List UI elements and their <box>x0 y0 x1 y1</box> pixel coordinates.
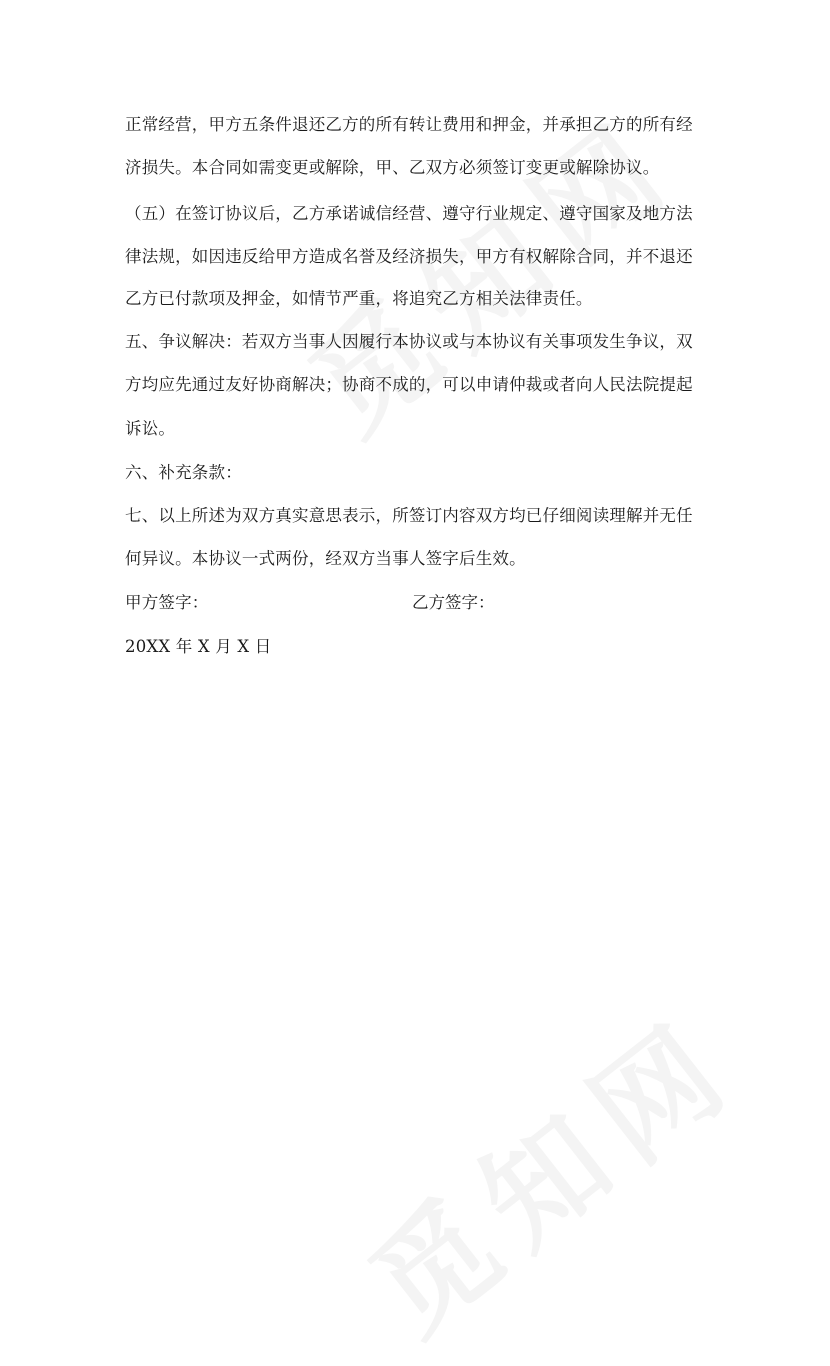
watermark-bottom <box>330 971 767 1365</box>
signing-date: 20XX 年 X 月 X 日 <box>125 637 272 656</box>
paragraph-line: 七、以上所述为双方真实意思表示，所签订内容双方均已仔细阅读理解并无任 <box>125 506 693 525</box>
paragraph-line: 五、争议解决：若双方当事人因履行本协议或与本协议有关事项发生争议，双 <box>125 332 693 351</box>
paragraph-line: 何异议。本协议一式两份，经双方当事人签字后生效。 <box>125 549 526 568</box>
paragraph-line: （五）在签订协议后，乙方承诺诚信经营、遵守行业规定、遵守国家及地方法 <box>125 204 693 223</box>
paragraph-line: 六、补充条款： <box>125 463 242 482</box>
signature-party-b: 乙方签字： <box>412 593 495 612</box>
signature-party-a: 甲方签字： <box>125 593 209 612</box>
paragraph-line: 诉讼。 <box>125 419 176 438</box>
paragraph-line: 济损失。本合同如需变更或解除，甲、乙双方必须签订变更或解除协议。 <box>125 158 660 177</box>
paragraph-line: 律法规，如因违反给甲方造成名誉及经济损失，甲方有权解除合同，并不退还 <box>125 247 693 266</box>
paragraph-line: 方均应先通过友好协商解决；协商不成的，可以申请仲裁或者向人民法院提起 <box>125 375 693 394</box>
paragraph-line: 正常经营，甲方五条件退还乙方的所有转让费用和押金，并承担乙方的所有经 <box>125 115 693 134</box>
paragraph-line: 乙方已付款项及押金，如情节严重，将追究乙方相关法律责任。 <box>125 289 593 308</box>
